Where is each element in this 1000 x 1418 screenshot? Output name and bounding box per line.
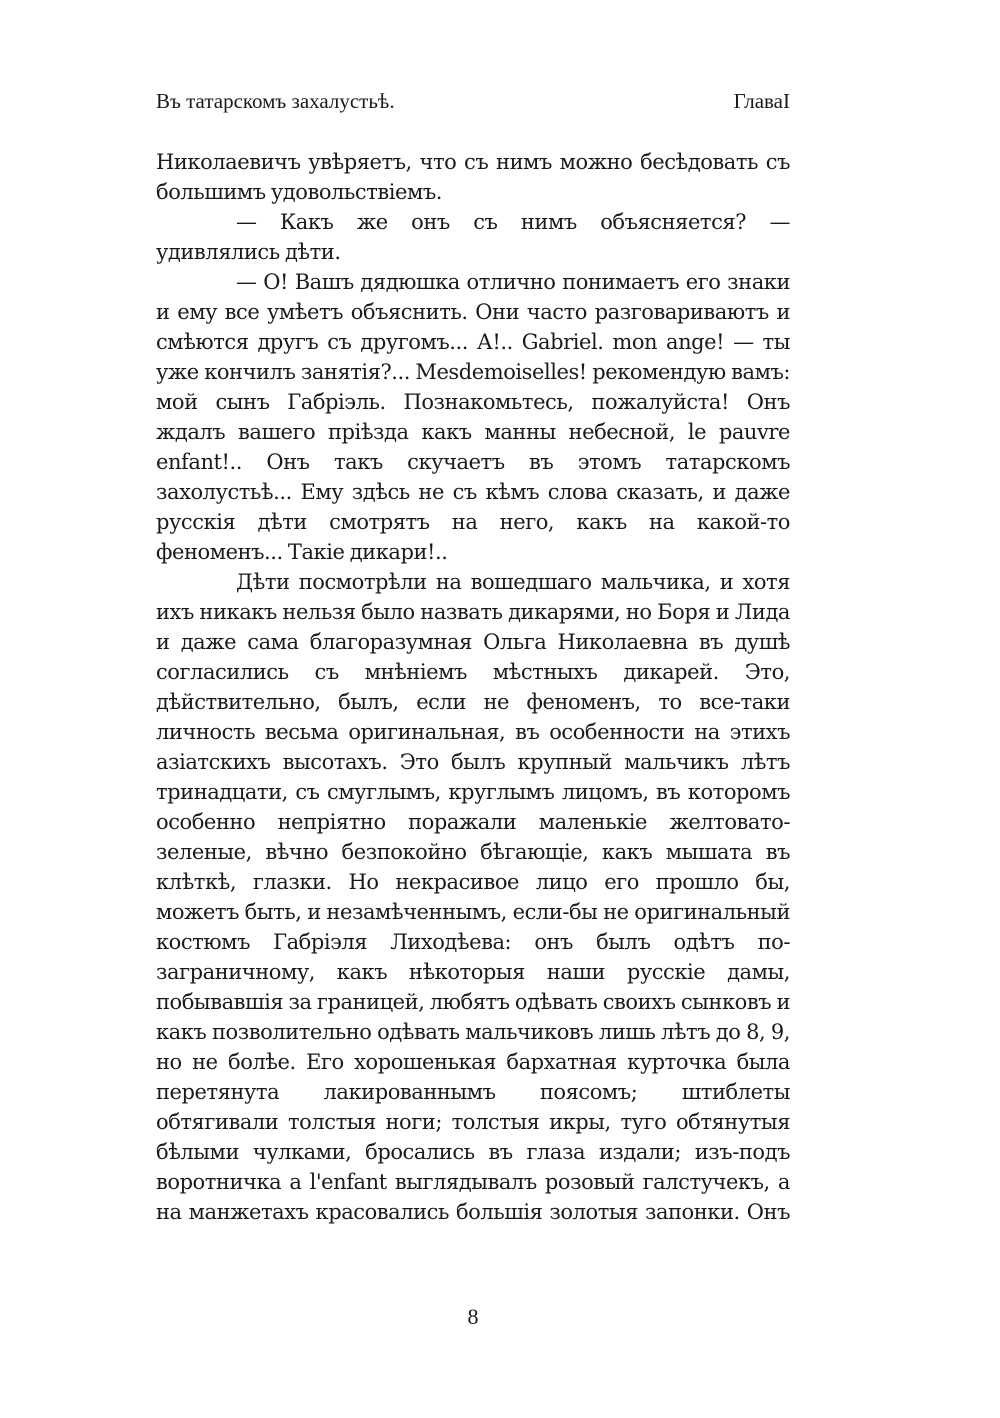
paragraph-dialogue-question: — Какъ же онъ съ нимъ объясняется? — удивлялись дѣти. bbox=[156, 210, 790, 264]
paragraph-continuation: Николаевичъ увѣряетъ, что съ нимъ можно бесѣдовать съ большимъ удовольствіемъ. bbox=[156, 150, 790, 204]
running-header bbox=[156, 88, 790, 114]
page-number: 8 bbox=[467, 1304, 479, 1329]
running-header-title: Въ татарскомъ захалустьѣ. bbox=[156, 89, 395, 113]
body-text bbox=[156, 147, 790, 1227]
paragraph-description: Дѣти посмотрѣли на вошедшаго мальчика, и хотя ихъ никакъ нельзя было назвать дикарями, но Боря и Лида и даже сама благоразумная Ольга Николаевна въ душѣ согласились съ мнѣніемъ мѣстныхъ дикарей. Это, дѣйствительно, былъ, если не феноменъ, то все-таки личность весьма оригинальная, въ особенности на этихъ азіатскихъ высотахъ. Это былъ крупный мальчикъ лѣтъ тринадцати, съ смуглымъ, круглымъ лицомъ, въ которомъ особенно непріятно поражали маленькіе желтовато-зеленые, вѣчно безпокойно бѣгающіе, какъ мышата въ клѣткѣ, глазки. Но некрасивое лицо его прошло бы, можетъ быть, и незамѣченнымъ, если-бы не оригинальный костюмъ Габріэля Лиходѣева: онъ былъ одѣтъ по-заграничному, какъ нѣкоторыя наши русскіе дамы, побывавшія за границей, любятъ одѣвать своихъ сынковъ и какъ позволительно одѣвать мальчиковъ лишь лѣтъ до 8, 9, но не болѣе. Его хорошенькая бархатная курточка была перетянута лакированнымъ поясомъ; штиблеты обтягивали толстыя ноги; толстыя икры, туго обтянутыя бѣлыми чулками, бросались въ глаза издали; изъ-подъ воротничка a l'enfant выглядывалъ розовый галстучекъ, а на манжетахъ красовались большія золотыя запонки. Онъ bbox=[156, 570, 790, 1224]
paragraph-dialogue-answer: — О! Вашъ дядюшка отлично понимаетъ его знаки и ему все умѣетъ объяснить. Они часто разговариваютъ и смѣются другъ съ другомъ... А!.. Gabriel. mon ange! — ты уже кончилъ занятія?... Mesdemoiselles! рекомендую вамъ: мой сынъ Габріэль. Познакомьтесь, пожалуйста! Онъ ждалъ вашего пріѣзда какъ манны небесной, le pauvre enfant!.. Онъ такъ скучаетъ въ этомъ татарскомъ захолустьѣ... Ему здѣсь не съ кѣмъ слова сказать, и даже русскія дѣти смотрятъ на него, какъ на какой-то феноменъ... Такіе дикари!.. bbox=[156, 270, 790, 564]
running-header-chapter: ГлаваI bbox=[733, 89, 790, 113]
